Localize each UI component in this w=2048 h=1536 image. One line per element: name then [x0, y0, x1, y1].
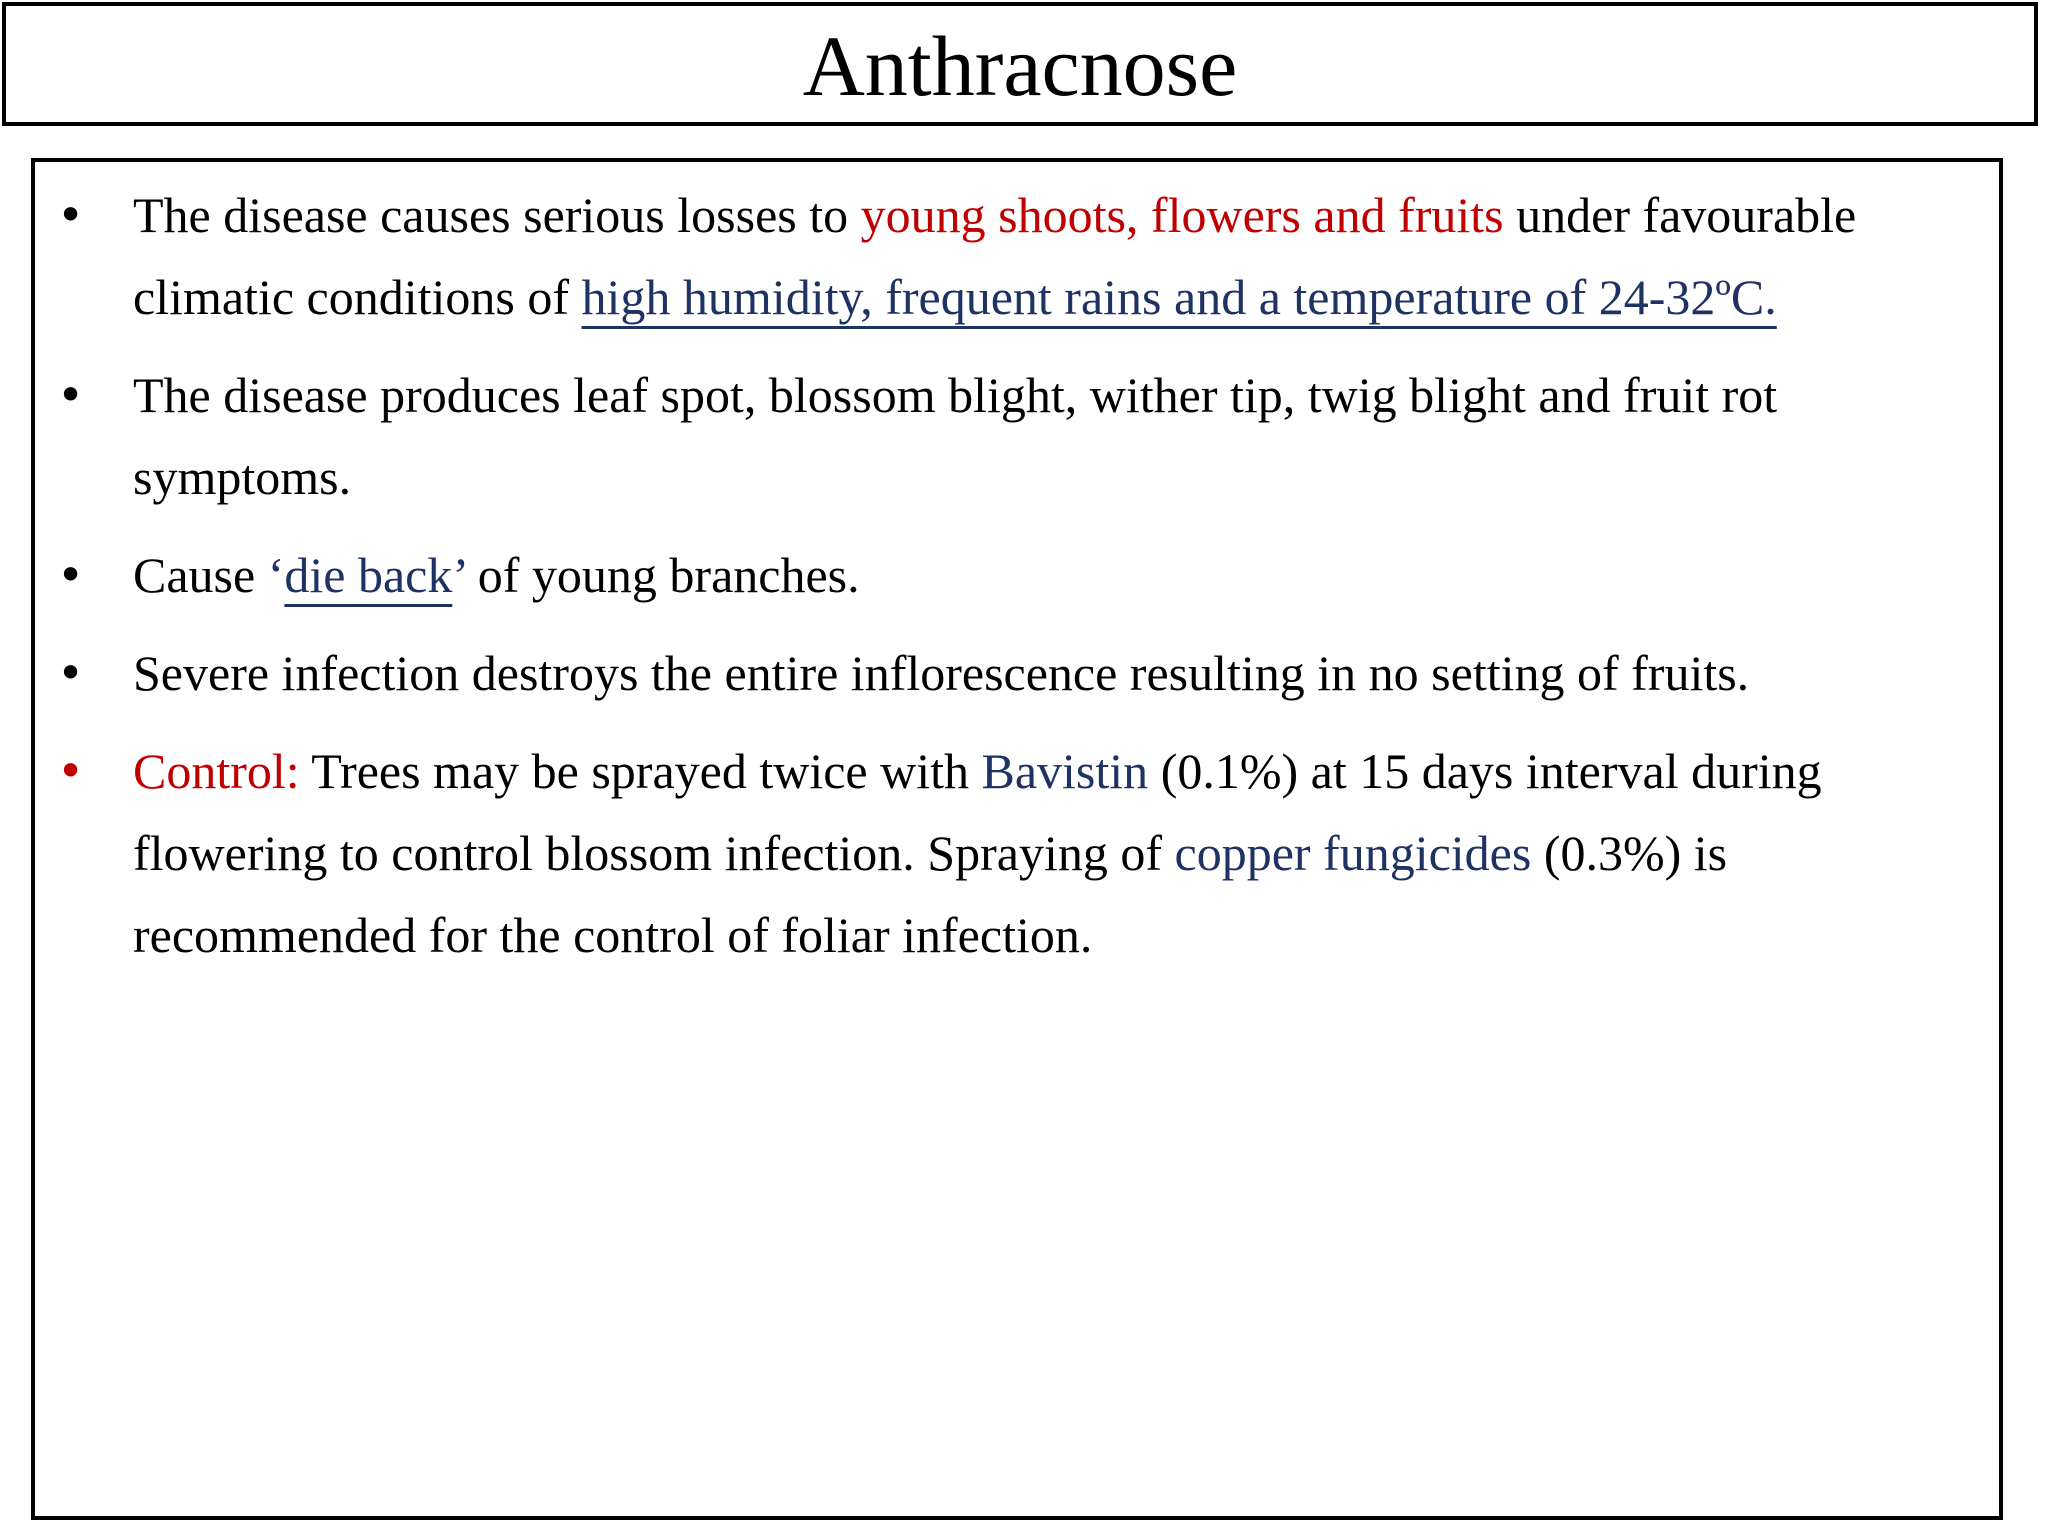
bullet-dot-icon: • — [57, 188, 85, 242]
bullet-5-copper-fungicides: copper fungicides — [1174, 825, 1532, 881]
bullet-3-close-quote: ’ — [452, 547, 466, 603]
bullet-list — [35, 174, 1935, 992]
bullet-5-text-a: Trees may be sprayed twice with — [299, 743, 982, 799]
content-box — [31, 158, 2003, 1520]
bullet-1-text-b: under favourable climatic conditions of — [133, 187, 1857, 325]
bullet-1-blue-underlined: high humidity, frequent rains and a temperature of 24-32ºC. — [581, 269, 1777, 325]
bullet-1-red-highlight: young shoots, flowers and fruits — [860, 187, 1504, 243]
bullet-item-5 — [35, 730, 1935, 976]
bullet-3-text-a: Cause — [133, 547, 268, 603]
bullet-5-control-label: Control: — [133, 743, 300, 799]
title-box — [2, 2, 2038, 126]
bullet-item-1 — [35, 174, 1935, 338]
bullet-dot-icon: • — [57, 646, 85, 700]
bullet-dot-icon: • — [57, 368, 85, 422]
bullet-5-text-c: (0.3%) is recommended for the control of foliar infection. — [133, 825, 1728, 963]
bullet-item-3 — [35, 534, 1935, 616]
bullet-1-text-a: The disease causes serious losses to — [133, 187, 861, 243]
bullet-3-open-quote: ‘ — [267, 547, 285, 603]
bullet-5-bavistin: Bavistin — [981, 743, 1149, 799]
slide-title: Anthracnose — [802, 18, 1238, 114]
bullet-item-2 — [35, 354, 1935, 518]
bullet-5-text-b: (0.1%) at 15 days interval during flowering to control blossom infection. Spraying of — [133, 743, 1822, 881]
bullet-4-text: Severe infection destroys the entire inflorescence resulting in no setting of fruits. — [133, 645, 1750, 701]
bullet-2-text: The disease produces leaf spot, blossom blight, wither tip, twig blight and fruit rot symptoms. — [133, 367, 1778, 505]
bullet-dot-icon: • — [57, 548, 85, 602]
bullet-3-text-b: of young branches. — [465, 547, 860, 603]
bullet-item-4 — [35, 632, 1935, 714]
bullet-3-blue-underlined: die back — [284, 547, 453, 603]
bullet-dot-red-icon: • — [57, 744, 85, 798]
